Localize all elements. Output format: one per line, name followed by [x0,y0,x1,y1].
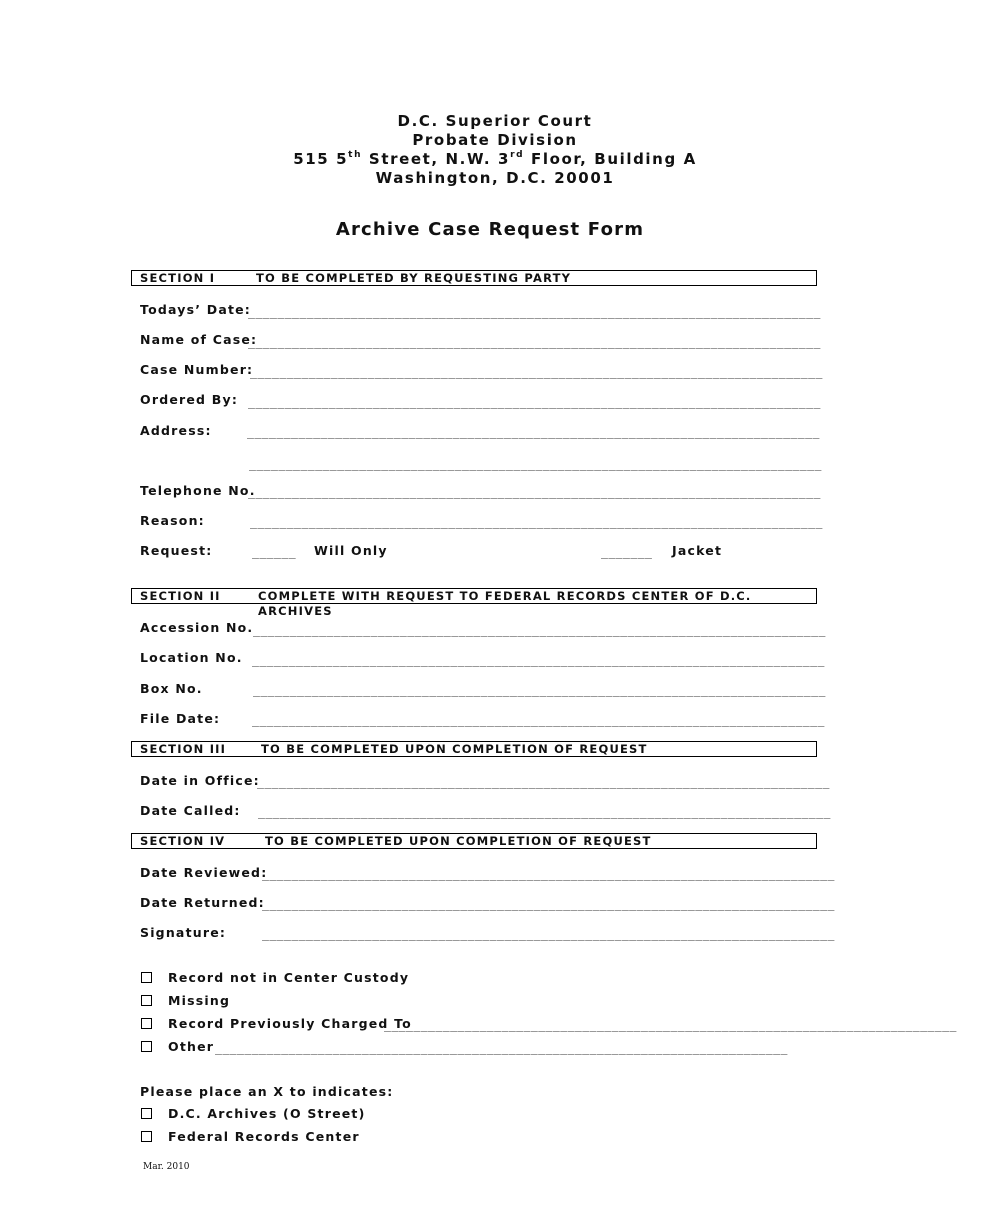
other-checkbox[interactable] [141,1041,152,1052]
todays-date-label: Todays’ Date: [140,302,252,317]
date-reviewed-field[interactable]: ______________________________________________________________________________ [262,867,835,881]
other-label: Other [168,1039,215,1054]
previously-charged-field[interactable]: ______________________________________________________________________________ [384,1018,957,1032]
court-city: Washington, D.C. 20001 [375,169,615,187]
date-returned-label: Date Returned: [140,895,265,910]
not-in-custody-checkbox[interactable] [141,972,152,983]
address-field-line-1[interactable]: ______________________________________________________________________________ [247,425,820,439]
court-address [0,150,990,168]
name-of-case-label: Name of Case: [140,332,258,347]
dc-archives-label: D.C. Archives (O Street) [168,1106,366,1121]
telephone-field[interactable]: ______________________________________________________________________________ [248,485,821,499]
address-part: Street, N.W. 3 [362,150,511,168]
date-in-office-field[interactable]: ______________________________________________________________________________ [257,775,830,789]
request-label: Request: [140,543,213,558]
date-returned-field[interactable]: ______________________________________________________________________________ [262,897,835,911]
address-sup: th [348,150,363,160]
form-title: Archive Case Request Form [335,219,645,240]
section-3-header [131,741,817,757]
section-1-header [131,270,817,286]
jacket-blank[interactable]: _______ [601,545,653,559]
missing-label: Missing [168,993,231,1008]
address-part: 515 5 [293,150,349,168]
ordered-by-label: Ordered By: [140,392,239,407]
section-number: SECTION IV [140,834,226,848]
address-field-line-2[interactable]: ______________________________________________________________________________ [249,457,822,471]
case-number-field[interactable]: ______________________________________________________________________________ [250,365,823,379]
date-called-label: Date Called: [140,803,241,818]
missing-checkbox[interactable] [141,995,152,1006]
previously-charged-label: Record Previously Charged To [168,1016,412,1031]
location-prompt: Please place an X to indicates: [140,1084,394,1099]
section-number: SECTION II [140,589,221,603]
section-4-header [131,833,817,849]
location-label: Location No. [140,650,243,665]
court-name: D.C. Superior Court [397,112,593,130]
date-in-office-label: Date in Office: [140,773,260,788]
jacket-label: Jacket [672,543,723,558]
ordered-by-field[interactable]: ______________________________________________________________________________ [248,395,821,409]
dc-archives-checkbox[interactable] [141,1108,152,1119]
location-field[interactable]: ______________________________________________________________________________ [252,653,825,667]
file-date-field[interactable]: ______________________________________________________________________________ [252,713,825,727]
division-name: Probate Division [412,131,578,149]
date-called-field[interactable]: ______________________________________________________________________________ [258,805,831,819]
section-title: TO BE COMPLETED BY REQUESTING PARTY [256,271,572,285]
telephone-label: Telephone No. [140,483,256,498]
file-date-label: File Date: [140,711,221,726]
box-field[interactable]: ______________________________________________________________________________ [253,683,826,697]
address-label: Address: [140,423,212,438]
address-part: Floor, Building A [524,150,697,168]
accession-field[interactable]: ______________________________________________________________________________ [253,623,826,637]
section-2-header [131,588,817,618]
section-number: SECTION I [140,271,216,285]
accession-label: Accession No. [140,620,254,635]
will-only-blank[interactable]: ______ [252,545,297,559]
federal-records-label: Federal Records Center [168,1129,360,1144]
previously-charged-checkbox[interactable] [141,1018,152,1029]
reason-label: Reason: [140,513,205,528]
signature-label: Signature: [140,925,227,940]
section-title: TO BE COMPLETED UPON COMPLETION OF REQUEST [261,742,648,756]
case-number-label: Case Number: [140,362,254,377]
other-field[interactable]: ______________________________________________________________________________ [215,1041,788,1055]
signature-field[interactable]: ______________________________________________________________________________ [262,927,835,941]
not-in-custody-label: Record not in Center Custody [168,970,410,985]
section-title: COMPLETE WITH REQUEST TO FEDERAL RECORDS CENTER OF D.C. ARCHIVES [258,589,752,618]
revision-date: Mar. 2010 [143,1162,190,1172]
federal-records-checkbox[interactable] [141,1131,152,1142]
box-label: Box No. [140,681,203,696]
date-reviewed-label: Date Reviewed: [140,865,268,880]
name-of-case-field[interactable]: ______________________________________________________________________________ [248,335,821,349]
will-only-label: Will Only [314,543,388,558]
section-number: SECTION III [140,742,227,756]
address-sup: rd [510,150,525,160]
todays-date-field[interactable]: ______________________________________________________________________________ [248,305,821,319]
section-title: TO BE COMPLETED UPON COMPLETION OF REQUEST [265,834,652,848]
reason-field[interactable]: ______________________________________________________________________________ [250,515,823,529]
